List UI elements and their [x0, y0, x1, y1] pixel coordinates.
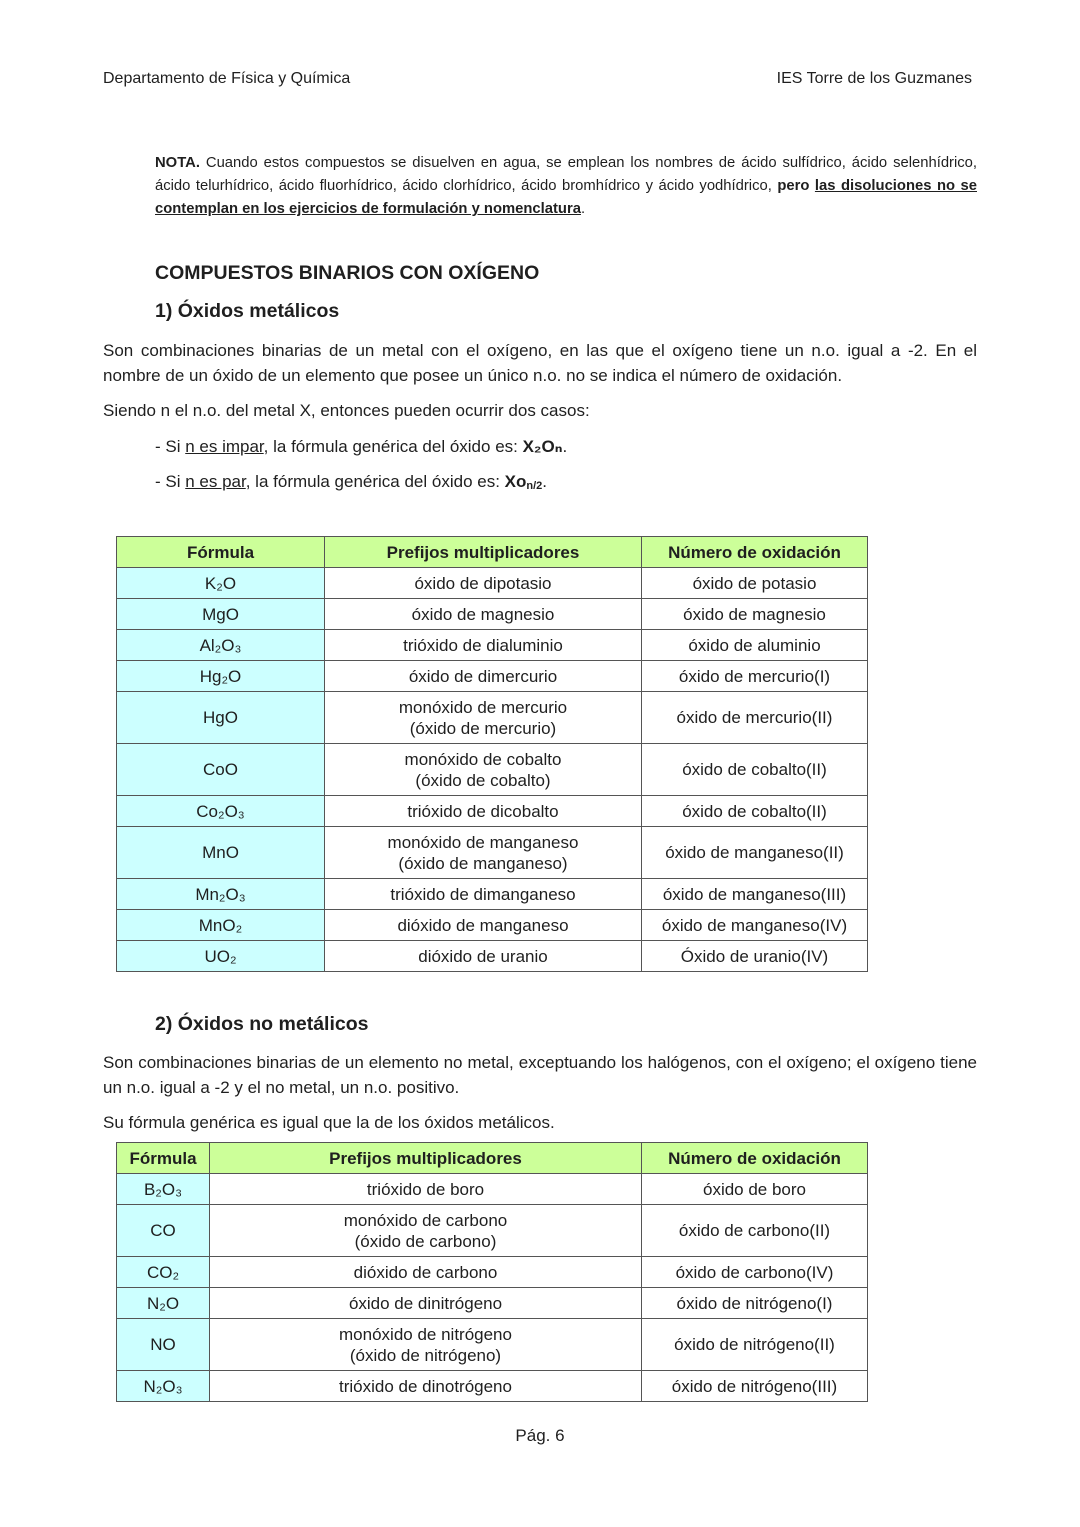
oxidation-cell: óxido de nitrógeno(III) [642, 1371, 868, 1402]
formula-cell: B₂O₃ [117, 1174, 210, 1205]
prefix-cell: dióxido de manganeso [325, 910, 642, 941]
case-even-condition: n es par [185, 472, 246, 491]
prefix-cell: trióxido de dialuminio [325, 630, 642, 661]
prefix-cell: trióxido de dimanganeso [325, 879, 642, 910]
prefix-cell: monóxido de nitrógeno (óxido de nitrógeno) [210, 1319, 642, 1371]
case-odd: - Si n es impar, la fórmula genérica del óxido es: X₂Oₙ. [155, 437, 568, 456]
nonmetal-oxides-table [116, 1142, 868, 1402]
prefix-cell: monóxido de cobalto (óxido de cobalto) [325, 744, 642, 796]
oxidation-cell: óxido de magnesio [642, 599, 868, 630]
prefix-cell: trióxido de dinotrógeno [210, 1371, 642, 1402]
header-department: Departamento de Física y Química [103, 70, 351, 87]
prefix-cell: trióxido de boro [210, 1174, 642, 1205]
prefix-cell: trióxido de dicobalto [325, 796, 642, 827]
prefix-cell: monóxido de mercurio (óxido de mercurio) [325, 692, 642, 744]
oxidation-cell: óxido de nitrógeno(I) [642, 1288, 868, 1319]
table-row [117, 661, 868, 692]
oxidation-cell: óxido de boro [642, 1174, 868, 1205]
table-row [117, 941, 868, 972]
header-formula: Fórmula [117, 1143, 210, 1174]
formula-cell: K₂O [117, 568, 325, 599]
prefix-cell: monóxido de manganeso (óxido de manganeso) [325, 827, 642, 879]
header-school: IES Torre de los Guzmanes [776, 70, 972, 87]
oxidation-cell: óxido de mercurio(I) [642, 661, 868, 692]
oxidation-cell: óxido de carbono(II) [642, 1205, 868, 1257]
note-paragraph [155, 152, 977, 221]
table-row [117, 879, 868, 910]
table-row [117, 1371, 868, 1402]
table-row [117, 630, 868, 661]
prefix-cell: óxido de dinitrógeno [210, 1288, 642, 1319]
oxidation-cell: óxido de manganeso(II) [642, 827, 868, 879]
oxidation-cell: óxido de mercurio(II) [642, 692, 868, 744]
formula-cell: Mn₂O₃ [117, 879, 325, 910]
prefix-cell: óxido de magnesio [325, 599, 642, 630]
prefix-cell: dióxido de uranio [325, 941, 642, 972]
metal-oxides-definition: Son combinaciones binarias de un metal con el oxígeno, en las que el oxígeno tiene un n.o. igual a -2. En el nombre de un óxido de un elemento que posee un único n.o. no se indica el número de oxidación. [103, 341, 977, 385]
header-prefixes: Prefijos multiplicadores [325, 537, 642, 568]
formula-cell: Hg₂O [117, 661, 325, 692]
oxidation-cell: Óxido de uranio(IV) [642, 941, 868, 972]
oxidation-cell: óxido de manganeso(III) [642, 879, 868, 910]
case-odd-formula: X₂Oₙ [522, 437, 563, 456]
formula-cell: CoO [117, 744, 325, 796]
metal-oxides-cases-intro: Siendo n el n.o. del metal X, entonces pueden ocurrir dos casos: [103, 401, 590, 420]
nonmetal-oxides-title: 2) Óxidos no metálicos [155, 1013, 369, 1035]
oxidation-cell: óxido de carbono(IV) [642, 1257, 868, 1288]
case-even: - Si n es par, la fórmula genérica del óxido es: $Xo_{n/2}$. [155, 472, 548, 492]
oxidation-cell: óxido de aluminio [642, 630, 868, 661]
table-row [117, 796, 868, 827]
oxidation-cell: óxido de nitrógeno(II) [642, 1319, 868, 1371]
table-row [117, 910, 868, 941]
formula-cell: Co₂O₃ [117, 796, 325, 827]
table-row [117, 744, 868, 796]
case-even-formula: $Xo_{n/2}$ [504, 472, 543, 492]
nonmetal-oxides-formula-note: Su fórmula genérica es igual que la de los óxidos metálicos. [103, 1113, 555, 1132]
nonmetal-oxides-definition: Son combinaciones binarias de un elemento no metal, exceptuando los halógenos, con el oxígeno; el oxígeno tiene un n.o. igual a -2 y el no metal, un n.o. positivo. [103, 1053, 977, 1097]
header-oxidation: Número de oxidación [642, 1143, 868, 1174]
formula-cell: UO₂ [117, 941, 325, 972]
prefix-cell: óxido de dimercurio [325, 661, 642, 692]
table-row [117, 1174, 868, 1205]
oxidation-cell: óxido de cobalto(II) [642, 744, 868, 796]
oxidation-cell: óxido de manganeso(IV) [642, 910, 868, 941]
table-row [117, 1257, 868, 1288]
formula-cell: MnO [117, 827, 325, 879]
header-formula: Fórmula [117, 537, 325, 568]
note-underlined: las disoluciones no se contemplan en los ejercicios de formulación y nomenclatura [155, 178, 977, 217]
prefix-cell: óxido de dipotasio [325, 568, 642, 599]
case-odd-condition: n es impar [185, 437, 264, 456]
table-row [117, 692, 868, 744]
formula-cell: MnO₂ [117, 910, 325, 941]
formula-cell: MgO [117, 599, 325, 630]
table-row [117, 599, 868, 630]
table-row [117, 1319, 868, 1371]
metal-oxides-title: 1) Óxidos metálicos [155, 300, 340, 322]
formula-cell: Al₂O₃ [117, 630, 325, 661]
metal-oxides-table [116, 536, 868, 972]
formula-cell: CO [117, 1205, 210, 1257]
table-row [117, 1288, 868, 1319]
table-row [117, 568, 868, 599]
oxidation-cell: óxido de cobalto(II) [642, 796, 868, 827]
formula-cell: N₂O₃ [117, 1371, 210, 1402]
prefix-cell: monóxido de carbono (óxido de carbono) [210, 1205, 642, 1257]
prefix-cell: dióxido de carbono [210, 1257, 642, 1288]
page-number: Pág. 6 [515, 1426, 565, 1445]
header-oxidation: Número de oxidación [642, 537, 868, 568]
oxidation-cell: óxido de potasio [642, 568, 868, 599]
note-text: Cuando estos compuestos se disuelven en agua, se emplean los nombres de ácido sulfídrico, ácido selenhídrico, ácido telurhídrico, ácido fluorhídrico, ácido clorhídrico, ácido bromhídrico y ácido yodhídrico, [155, 155, 977, 194]
formula-cell: CO₂ [117, 1257, 210, 1288]
header-prefixes: Prefijos multiplicadores [210, 1143, 642, 1174]
section-title: COMPUESTOS BINARIOS CON OXÍGENO [155, 262, 540, 284]
table-row [117, 1205, 868, 1257]
note-label: NOTA. [155, 155, 200, 171]
note-end: . [580, 201, 586, 217]
formula-cell: HgO [117, 692, 325, 744]
formula-cell: NO [117, 1319, 210, 1371]
note-bold: pero [777, 178, 810, 194]
formula-cell: N₂O [117, 1288, 210, 1319]
table-row [117, 827, 868, 879]
